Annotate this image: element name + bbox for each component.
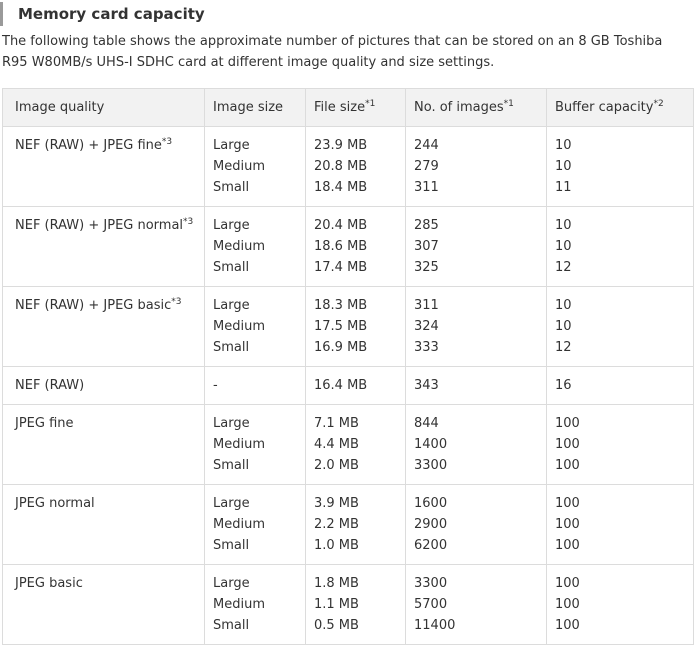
- table-row: [3, 565, 694, 645]
- cell-value: 100: [555, 416, 580, 431]
- cell-value: 325: [414, 260, 439, 275]
- cell-file-size: [306, 367, 406, 405]
- cell-buffer-capacity: [547, 565, 694, 645]
- cell-value: 2900: [414, 517, 448, 532]
- cell-value: 100: [555, 437, 580, 452]
- cell-buffer-capacity: [547, 127, 694, 207]
- cell-value: Medium: [213, 517, 265, 532]
- table-row: [3, 405, 694, 485]
- cell-file-size: [306, 127, 406, 207]
- cell-value: 10: [555, 138, 572, 153]
- header-no-of-images: No. of images$^{*1}$: [406, 89, 547, 127]
- cell-value: 12: [555, 340, 572, 355]
- cell-value: Large: [213, 416, 250, 431]
- cell-value: 16.9 MB: [314, 340, 368, 355]
- cell-value: 244: [414, 138, 439, 153]
- cell-value: Large: [213, 576, 250, 591]
- cell-value: Medium: [213, 437, 265, 452]
- header-image-quality: Image quality: [3, 89, 205, 127]
- cell-value: 3300: [414, 576, 448, 591]
- cell-value: 100: [555, 597, 580, 612]
- cell-value: 7.1 MB: [314, 416, 359, 431]
- cell-value: 333: [414, 340, 439, 355]
- cell-value: 100: [555, 458, 580, 473]
- cell-file-size: [306, 287, 406, 367]
- cell-value: Small: [213, 618, 250, 633]
- cell-value: 1.1 MB: [314, 597, 359, 612]
- cell-image-quality: JPEG fine: [3, 405, 205, 485]
- cell-value: 12: [555, 260, 572, 275]
- cell-value: 3300: [414, 458, 448, 473]
- table-row: [3, 485, 694, 565]
- cell-no-of-images: [406, 127, 547, 207]
- cell-value: Small: [213, 260, 250, 275]
- cell-buffer-capacity: [547, 207, 694, 287]
- cell-value: Large: [213, 298, 250, 313]
- cell-value: Small: [213, 340, 250, 355]
- cell-file-size: [306, 485, 406, 565]
- footnote-ref: *2: [653, 99, 664, 109]
- cell-file-size: [306, 207, 406, 287]
- cell-value: 18.3 MB: [314, 298, 368, 313]
- cell-no-of-images: [406, 485, 547, 565]
- header-buffer-capacity: Buffer capacity$^{*2}$: [547, 89, 694, 127]
- cell-value: Medium: [213, 159, 265, 174]
- cell-value: 10: [555, 298, 572, 313]
- cell-image-size: [205, 127, 306, 207]
- cell-value: Large: [213, 496, 250, 511]
- table-row: [3, 367, 694, 405]
- cell-value: 16.4 MB: [314, 378, 368, 393]
- cell-value: 311: [414, 180, 439, 195]
- cell-value: 20.8 MB: [314, 159, 368, 174]
- cell-value: -: [213, 378, 218, 393]
- cell-value: 1.0 MB: [314, 538, 359, 553]
- section-heading: [0, 0, 694, 30]
- cell-value: 10: [555, 319, 572, 334]
- cell-value: 2.2 MB: [314, 517, 359, 532]
- capacity-table: [2, 88, 694, 645]
- cell-value: Small: [213, 538, 250, 553]
- cell-value: Medium: [213, 319, 265, 334]
- cell-value: 11400: [414, 618, 456, 633]
- cell-image-size: [205, 367, 306, 405]
- cell-value: 1600: [414, 496, 448, 511]
- cell-no-of-images: [406, 405, 547, 485]
- cell-file-size: [306, 405, 406, 485]
- table-row: [3, 287, 694, 367]
- cell-image-size: [205, 405, 306, 485]
- cell-value: 100: [555, 618, 580, 633]
- cell-value: 0.5 MB: [314, 618, 359, 633]
- cell-buffer-capacity: [547, 405, 694, 485]
- cell-value: Small: [213, 180, 250, 195]
- heading-accent-bar: [0, 2, 3, 26]
- cell-value: 18.4 MB: [314, 180, 368, 195]
- header-image-size: Image size: [205, 89, 306, 127]
- cell-image-size: [205, 565, 306, 645]
- cell-value: 279: [414, 159, 439, 174]
- footnote-ref: *3: [183, 217, 194, 227]
- cell-value: 17.4 MB: [314, 260, 368, 275]
- cell-value: Large: [213, 138, 250, 153]
- cell-value: 285: [414, 218, 439, 233]
- cell-image-quality: JPEG basic: [3, 565, 205, 645]
- table-header-row: [3, 89, 694, 127]
- cell-value: 6200: [414, 538, 448, 553]
- header-file-size: File size$^{*1}$: [306, 89, 406, 127]
- cell-image-quality: NEF (RAW) + JPEG fine$^{*3}$: [3, 127, 205, 207]
- cell-value: 311: [414, 298, 439, 313]
- cell-buffer-capacity: [547, 367, 694, 405]
- cell-file-size: [306, 565, 406, 645]
- cell-image-size: [205, 207, 306, 287]
- footnote-ref: *3: [161, 137, 173, 147]
- table-row: [3, 207, 694, 287]
- cell-value: 5700: [414, 597, 448, 612]
- cell-value: Large: [213, 218, 250, 233]
- cell-value: 20.4 MB: [314, 218, 368, 233]
- cell-value: 1.8 MB: [314, 576, 359, 591]
- cell-value: 3.9 MB: [314, 496, 359, 511]
- cell-value: 17.5 MB: [314, 319, 368, 334]
- footnote-ref: *1: [503, 99, 514, 109]
- cell-value: 844: [414, 416, 439, 431]
- cell-buffer-capacity: [547, 287, 694, 367]
- cell-value: 1400: [414, 437, 448, 452]
- cell-value: 343: [414, 378, 439, 393]
- cell-value: 100: [555, 576, 580, 591]
- cell-value: Small: [213, 458, 250, 473]
- cell-value: 324: [414, 319, 439, 334]
- cell-value: Medium: [213, 239, 265, 254]
- cell-value: 18.6 MB: [314, 239, 368, 254]
- cell-image-quality: NEF (RAW) + JPEG normal$^{*3}$: [3, 207, 205, 287]
- cell-no-of-images: [406, 207, 547, 287]
- cell-value: 100: [555, 496, 580, 511]
- cell-value: 4.4 MB: [314, 437, 359, 452]
- cell-value: 11: [555, 180, 572, 195]
- cell-value: 10: [555, 218, 572, 233]
- cell-value: Medium: [213, 597, 265, 612]
- cell-value: 10: [555, 239, 572, 254]
- cell-value: 10: [555, 159, 572, 174]
- cell-no-of-images: [406, 287, 547, 367]
- section-title: Memory card capacity: [18, 5, 205, 23]
- cell-image-quality: NEF (RAW) + JPEG basic$^{*3}$: [3, 287, 205, 367]
- table-row: [3, 127, 694, 207]
- cell-image-quality: NEF (RAW): [3, 367, 205, 405]
- cell-image-size: [205, 485, 306, 565]
- cell-image-quality: JPEG normal: [3, 485, 205, 565]
- footnote-ref: *3: [171, 297, 182, 307]
- cell-value: 16: [555, 378, 572, 393]
- cell-buffer-capacity: [547, 485, 694, 565]
- cell-value: 2.0 MB: [314, 458, 359, 473]
- cell-no-of-images: [406, 565, 547, 645]
- cell-value: 100: [555, 538, 580, 553]
- cell-value: 23.9 MB: [314, 138, 368, 153]
- intro-paragraph: The following table shows the approximate number of pictures that can be stored on an 8 GB Toshiba R95 W80MB/s UHS-I SDHC card at different image quality and size settings.: [2, 34, 663, 70]
- cell-image-size: [205, 287, 306, 367]
- footnote-ref: *1: [365, 99, 376, 109]
- cell-value: 307: [414, 239, 439, 254]
- cell-no-of-images: [406, 367, 547, 405]
- cell-value: 100: [555, 517, 580, 532]
